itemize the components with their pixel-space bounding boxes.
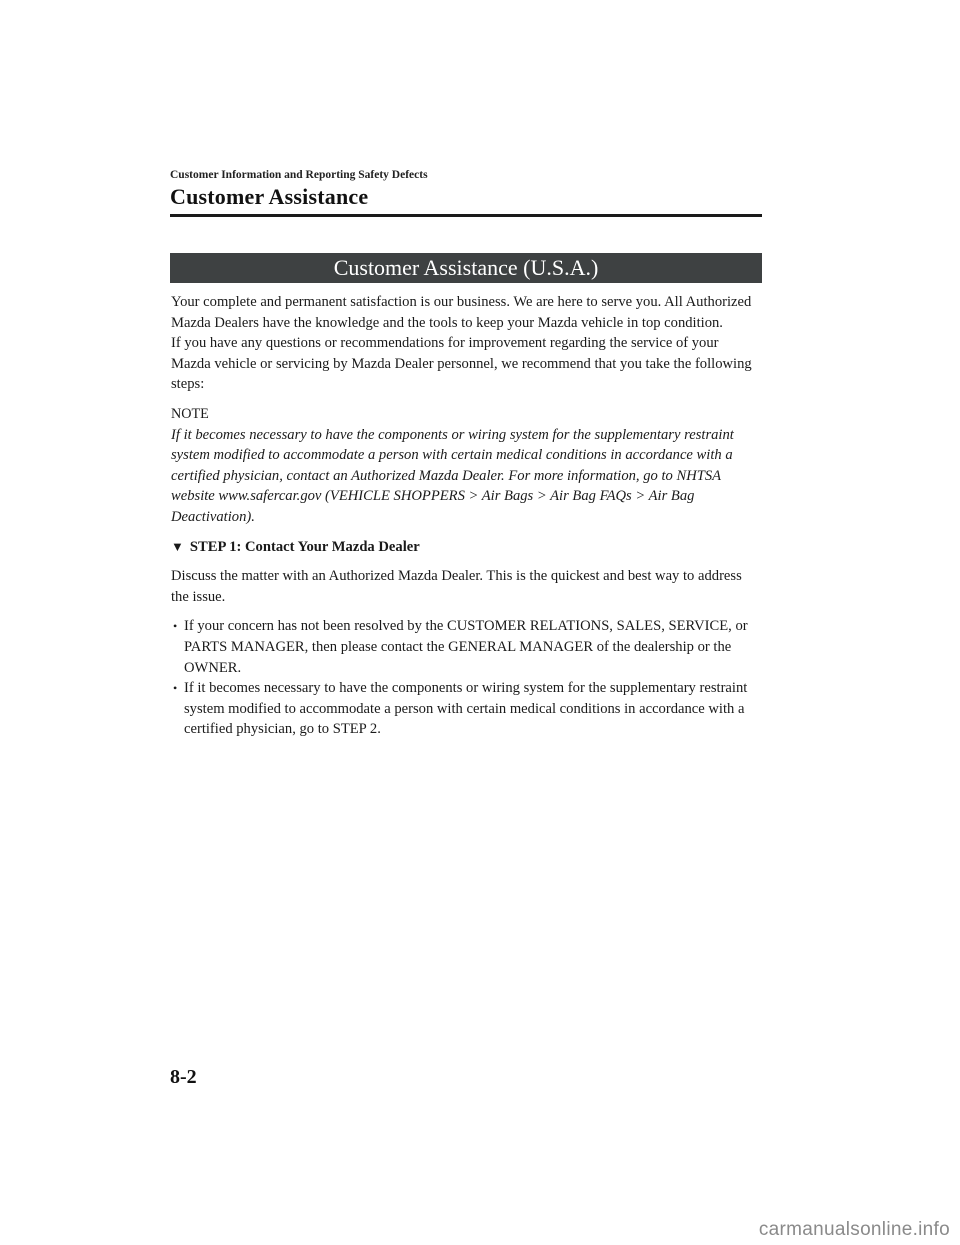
watermark: carmanualsonline.info	[758, 1219, 950, 1240]
header-rule	[170, 214, 762, 217]
list-item: • If it becomes necessary to have the components or wiring system for the supplementary restraint system modified to accommodate a person with certain medical conditions in accordance with a certified physician, go to STEP 2.	[173, 680, 748, 738]
bullet-dot-icon: •	[173, 681, 178, 696]
list-item: • If your concern has not been resolved by the CUSTOMER RELATIONS, SALES, SERVICE, or PARTS MANAGER, then please contact the GENERAL MANAGER of the dealership or the OWNER.	[173, 618, 748, 676]
chapter-title: Customer Assistance	[170, 184, 369, 209]
bullet-dot-icon: •	[173, 619, 178, 634]
note-text: If it becomes necessary to have the components or wiring system for the supplementary restraint system modified to accommodate a person with certain medical conditions in accordance with a certified physician, contact an Authorized Mazda Dealer. For more information, go to NHTSA website www.safercar.gov (VEHICLE SHOPPERS > Air Bags > Air Bag FAQs > Air Bag Deactivation).	[171, 426, 734, 525]
intro-paragraph-1: Your complete and permanent satisfaction is our business. We are here to serve you. All Authorized Mazda Dealers have the knowledge and the tools to keep your Mazda vehicle in top condition. If you have any questions or recommendations for improvement regarding the service of your Mazda vehicle or servicing by Mazda Dealer personnel, we recommend that you take the following steps:	[171, 294, 752, 393]
step1-heading	[171, 537, 761, 558]
section-banner: Customer Assistance (U.S.A.)	[170, 253, 762, 283]
step1-title: STEP 1: Contact Your Mazda Dealer	[189, 538, 420, 555]
note-label: NOTE	[171, 405, 209, 422]
page-number: 8-2	[170, 1066, 197, 1088]
running-header: Customer Information and Reporting Safety Defects	[170, 169, 428, 181]
triangle-down-icon: ▼	[171, 538, 184, 554]
step1-paragraph: Discuss the matter with an Authorized Mazda Dealer. This is the quickest and best way to address the issue.	[171, 568, 742, 605]
step1-bullet-list	[171, 616, 761, 740]
page-content	[171, 292, 761, 740]
